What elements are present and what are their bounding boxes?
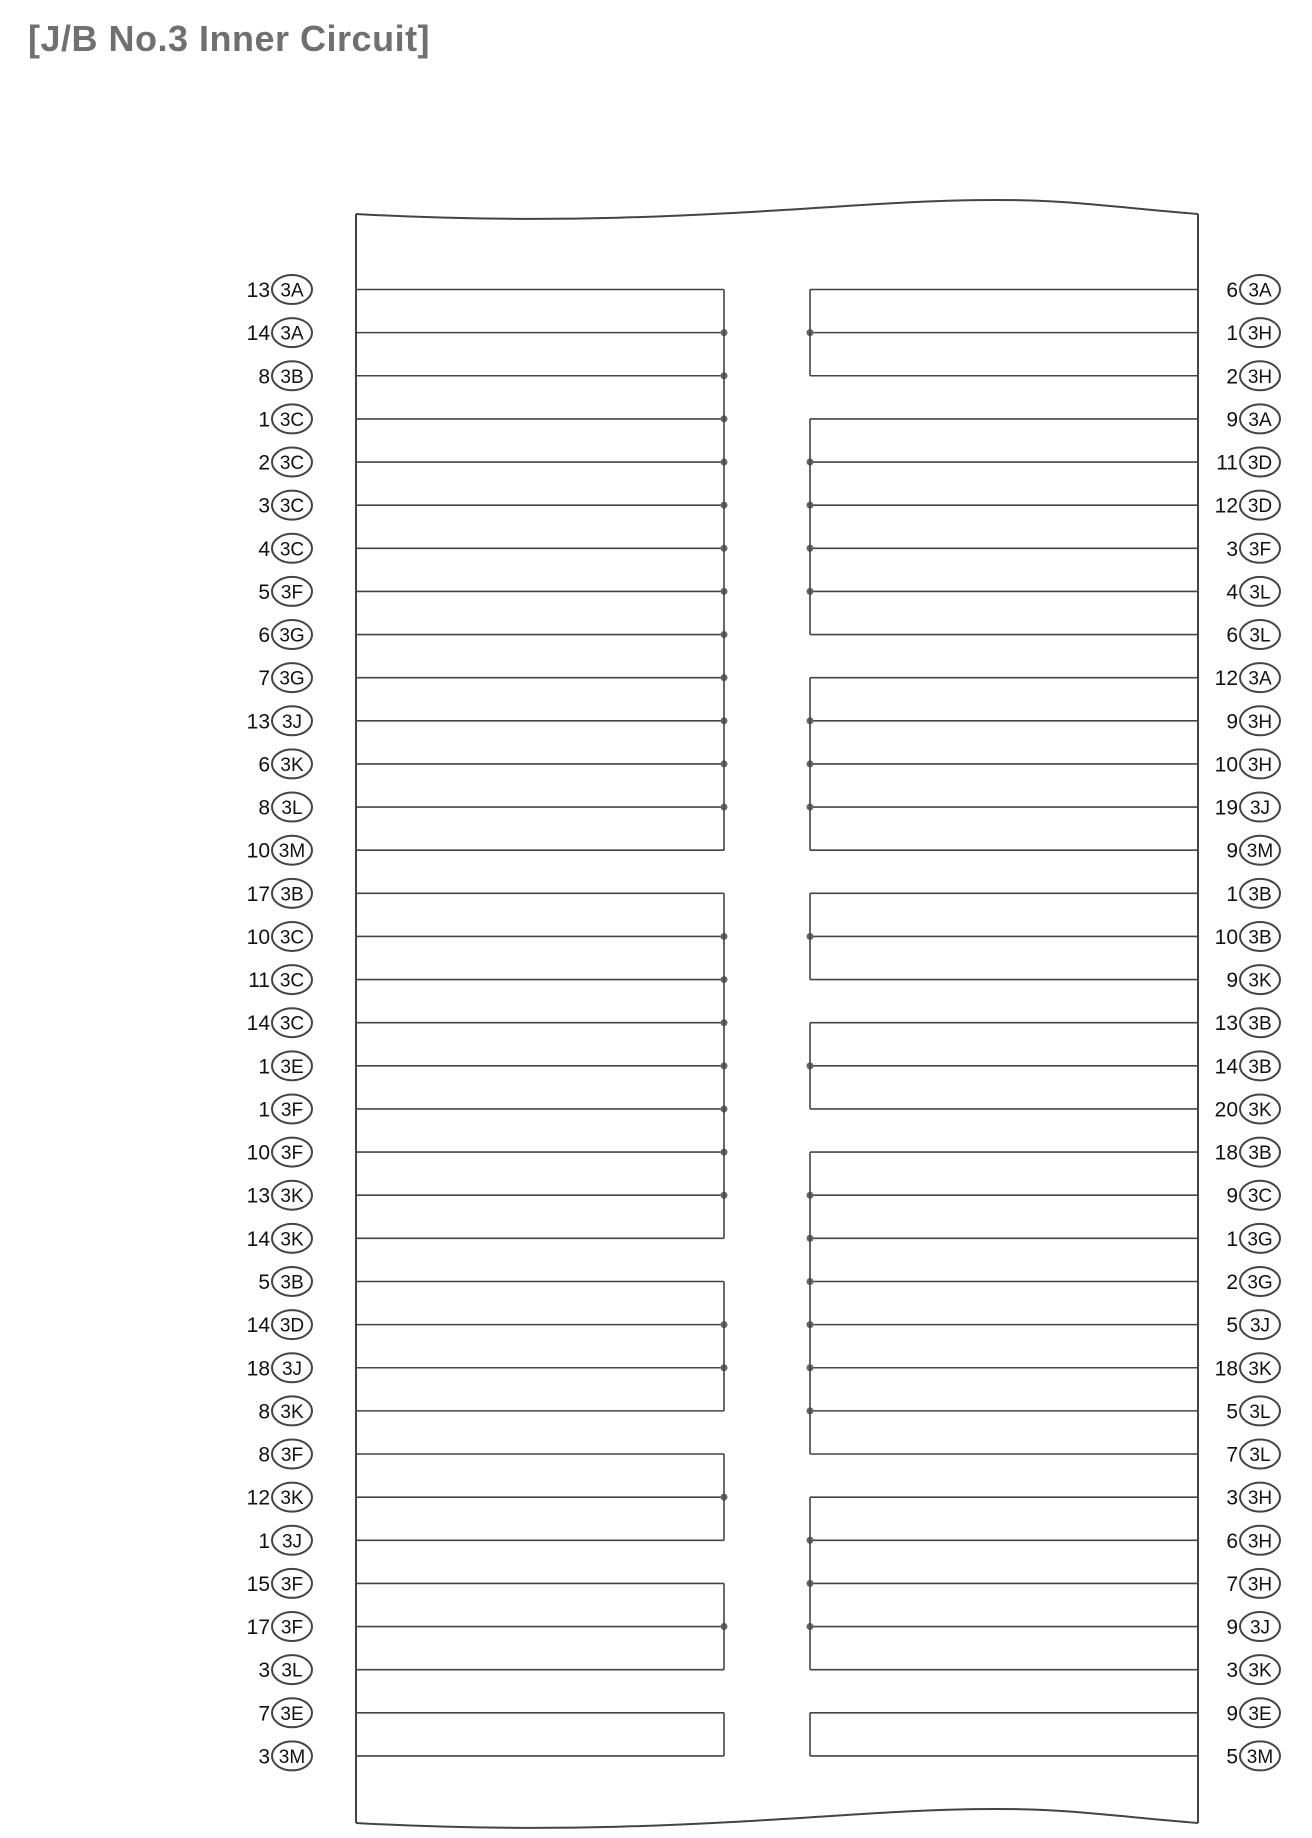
- connector-code: 3F: [280, 1617, 304, 1639]
- pin-number: 8: [258, 1400, 270, 1424]
- connector-code: 3F: [280, 1445, 304, 1467]
- connector-code: 3J: [1249, 798, 1271, 820]
- connector-code: 3H: [1247, 711, 1273, 733]
- right-pin-label: [1215, 1353, 1280, 1382]
- connector-code: 3K: [1248, 1099, 1272, 1121]
- connector-code: 3J: [1249, 1315, 1271, 1337]
- connector-code: 3D: [1247, 453, 1273, 475]
- pin-number: 12: [1214, 494, 1238, 518]
- pin-number: 3: [1226, 1486, 1238, 1510]
- left-pin-label: [258, 404, 312, 433]
- left-pin-label: [258, 1698, 312, 1727]
- connector-code: 3L: [1249, 625, 1271, 647]
- right-pin-label: [1215, 1094, 1280, 1123]
- connector-code: 3K: [280, 1488, 304, 1510]
- pin-number: 14: [1214, 1055, 1238, 1079]
- pin-number: 9: [1226, 969, 1238, 993]
- connector-code: 3K: [280, 1186, 304, 1208]
- left-pin-label: [258, 1741, 312, 1770]
- pin-number: 10: [246, 925, 270, 949]
- connector-code: 3B: [280, 1272, 304, 1294]
- connector-code: 3A: [280, 323, 304, 345]
- pin-number: 10: [246, 1141, 270, 1165]
- connector-code: 3G: [1247, 1272, 1273, 1294]
- pin-number: 7: [258, 1702, 270, 1726]
- right-pin-label: [1215, 922, 1280, 951]
- pin-number: 3: [258, 1659, 270, 1683]
- right-pin-label: [1226, 1569, 1280, 1598]
- connector-code: 3E: [280, 1703, 304, 1725]
- right-pin-label: [1226, 404, 1280, 433]
- pin-number: 7: [258, 667, 270, 691]
- right-pin-label: [1226, 1396, 1280, 1425]
- right-pin-label: [1215, 1051, 1280, 1080]
- connector-code: 3A: [280, 280, 304, 302]
- connector-code: 3G: [279, 668, 305, 690]
- left-pin-label: [258, 361, 312, 390]
- connector-code: 3C: [279, 496, 305, 518]
- connector-code: 3F: [280, 1143, 304, 1165]
- connector-code: 3D: [279, 1315, 305, 1337]
- pin-number: 14: [246, 322, 270, 346]
- left-pin-label: [247, 836, 312, 865]
- pin-number: 1: [258, 408, 270, 432]
- left-pin-label: [258, 1051, 312, 1080]
- left-pin-label: [247, 1008, 312, 1037]
- right-pin-label: [1226, 577, 1280, 606]
- connector-code: 3A: [1248, 409, 1272, 431]
- left-pin-label: [258, 1655, 312, 1684]
- pin-number: 12: [246, 1486, 270, 1510]
- pin-number: 3: [1226, 1659, 1238, 1683]
- left-pin-label: [247, 706, 312, 735]
- connector-code: 3M: [278, 841, 306, 863]
- pin-number: 13: [246, 279, 270, 302]
- left-pin-label: [258, 534, 312, 563]
- left-pin-label: [258, 1396, 312, 1425]
- connector-code: 3K: [1248, 1660, 1272, 1682]
- connector-code: 3L: [281, 1660, 303, 1682]
- pin-number: 7: [1226, 1572, 1238, 1596]
- connector-code: 3C: [279, 539, 305, 561]
- pin-number: 15: [246, 1572, 270, 1596]
- left-pin-label: [258, 620, 312, 649]
- left-pin-label: [247, 1181, 312, 1210]
- right-pin-label: [1226, 1440, 1280, 1469]
- connector-code: 3A: [1248, 280, 1272, 302]
- connector-code: 3K: [1248, 1358, 1272, 1380]
- pin-number: 9: [1226, 1702, 1238, 1726]
- right-pin-label: [1226, 706, 1280, 735]
- connector-code: 3H: [1247, 1488, 1273, 1510]
- connector-code: 3F: [1248, 539, 1272, 561]
- connector-code: 3M: [278, 1746, 306, 1768]
- pin-number: 10: [246, 839, 270, 863]
- pin-number: 5: [258, 580, 270, 604]
- connector-code: 3J: [1249, 1617, 1271, 1639]
- pin-number: 5: [1226, 1314, 1238, 1338]
- right-pin-label: [1226, 1526, 1280, 1555]
- right-pin-label: [1226, 620, 1280, 649]
- left-pin-label: [247, 1224, 312, 1253]
- left-pin-label: [258, 491, 312, 520]
- connector-code: 3B: [1248, 884, 1272, 906]
- connector-code: 3K: [280, 1229, 304, 1251]
- pin-number: 18: [1214, 1357, 1238, 1381]
- connector-code: 3C: [279, 409, 305, 431]
- left-pin-label: [247, 922, 312, 951]
- right-pin-label: [1215, 491, 1280, 520]
- connector-code: 3G: [1247, 1229, 1273, 1251]
- connector-code: 3L: [1249, 1401, 1271, 1423]
- left-pin-label: [258, 1526, 312, 1555]
- pin-number: 8: [258, 1443, 270, 1467]
- pin-number: 13: [1214, 1012, 1238, 1036]
- connector-code: 3B: [280, 366, 304, 388]
- left-pin-label: [258, 1440, 312, 1469]
- pin-number: 9: [1226, 1184, 1238, 1208]
- connector-code: 3L: [1249, 1445, 1271, 1467]
- right-pin-label: [1226, 1698, 1280, 1727]
- pin-number: 5: [1226, 1400, 1238, 1424]
- pin-number: 13: [246, 710, 270, 734]
- right-pin-label: [1226, 1655, 1280, 1684]
- pin-number: 3: [1226, 537, 1238, 561]
- connector-code: 3C: [279, 453, 305, 475]
- connector-code: 3B: [1248, 1143, 1272, 1165]
- connector-code: 3J: [281, 711, 303, 733]
- pin-number: 19: [1214, 796, 1238, 820]
- left-pin-label: [258, 793, 312, 822]
- connector-code: 3K: [280, 1401, 304, 1423]
- right-pin-label: [1226, 1267, 1280, 1296]
- pin-number: 9: [1226, 1616, 1238, 1640]
- connector-code: 3E: [1248, 1703, 1272, 1725]
- right-pin-label: [1226, 1310, 1280, 1339]
- right-pin-label: [1215, 793, 1280, 822]
- right-pin-label: [1226, 318, 1280, 347]
- pin-number: 2: [258, 451, 270, 475]
- pin-number: 17: [246, 1616, 270, 1640]
- right-pin-label: [1226, 1741, 1280, 1770]
- right-pin-label: [1226, 965, 1280, 994]
- pin-number: 18: [1214, 1141, 1238, 1165]
- connector-code: 3M: [1246, 841, 1274, 863]
- frame-bottom-edge: [356, 1809, 1198, 1828]
- pin-number: 10: [1214, 753, 1238, 777]
- pin-number: 18: [246, 1357, 270, 1381]
- pin-number: 2: [1226, 365, 1238, 389]
- connector-code: 3B: [1248, 1013, 1272, 1035]
- right-pin-label: [1226, 275, 1280, 304]
- connector-code: 3F: [280, 1574, 304, 1596]
- connector-code: 3B: [280, 884, 304, 906]
- pin-number: 1: [258, 1529, 270, 1553]
- left-pin-label: [247, 879, 312, 908]
- right-pin-label: [1215, 663, 1280, 692]
- page-title: [J/B No.3 Inner Circuit]: [28, 18, 431, 59]
- pin-number: 14: [246, 1227, 270, 1251]
- pin-number: 20: [1214, 1098, 1238, 1122]
- right-pin-label: [1226, 1612, 1280, 1641]
- connector-code: 3J: [281, 1358, 303, 1380]
- left-pin-label: [258, 577, 312, 606]
- pin-number: 9: [1226, 408, 1238, 432]
- left-pin-label: [247, 1138, 312, 1167]
- pin-number: 6: [1226, 624, 1238, 648]
- connector-code: 3F: [280, 1099, 304, 1121]
- frame-top-edge: [356, 200, 1198, 219]
- pin-number: 11: [248, 969, 270, 993]
- left-pin-label: [258, 663, 312, 692]
- left-pin-label: [247, 318, 312, 347]
- connector-code: 3F: [280, 582, 304, 604]
- left-pin-label: [248, 965, 312, 994]
- pin-number: 7: [1226, 1443, 1238, 1467]
- left-pin-label: [247, 1483, 312, 1512]
- connector-code: 3G: [279, 625, 305, 647]
- connector-code: 3H: [1247, 1531, 1273, 1553]
- left-pin-label: [247, 1612, 312, 1641]
- pin-number: 3: [258, 494, 270, 518]
- connector-code: 3H: [1247, 323, 1273, 345]
- connector-code: 3H: [1247, 754, 1273, 776]
- left-pin-label: [247, 275, 312, 304]
- right-pin-label: [1226, 1224, 1280, 1253]
- pin-number: 11: [1216, 451, 1238, 475]
- connector-code: 3C: [279, 1013, 305, 1035]
- pin-number: 2: [1226, 1270, 1238, 1294]
- pin-number: 9: [1226, 710, 1238, 734]
- pin-number: 5: [258, 1270, 270, 1294]
- right-pin-label: [1216, 448, 1280, 477]
- right-pin-label: [1226, 1483, 1280, 1512]
- pin-number: 1: [1226, 1227, 1238, 1251]
- pin-number: 6: [1226, 1529, 1238, 1553]
- right-pin-label: [1226, 1181, 1280, 1210]
- left-pin-label: [247, 1569, 312, 1598]
- pin-number: 12: [1214, 667, 1238, 691]
- connector-code: 3K: [1248, 970, 1272, 992]
- left-pin-label: [258, 448, 312, 477]
- pin-number: 6: [258, 753, 270, 777]
- pin-number: 10: [1214, 925, 1238, 949]
- pin-number: 4: [1226, 580, 1238, 604]
- pin-number: 9: [1226, 839, 1238, 863]
- pin-number: 17: [246, 882, 270, 906]
- wire-layer: [356, 290, 1198, 1756]
- connector-code: 3M: [1246, 1746, 1274, 1768]
- pin-number: 14: [246, 1012, 270, 1036]
- pin-number: 8: [258, 365, 270, 389]
- connector-code: 3K: [280, 754, 304, 776]
- connector-code: 3B: [1248, 1056, 1272, 1078]
- right-pin-label: [1226, 836, 1280, 865]
- pin-number: 5: [1226, 1745, 1238, 1769]
- right-pin-label: [1215, 749, 1280, 778]
- connector-code: 3B: [1248, 927, 1272, 949]
- right-pin-label: [1215, 1138, 1280, 1167]
- pin-number: 3: [258, 1745, 270, 1769]
- connector-code: 3L: [281, 798, 303, 820]
- pin-number: 1: [258, 1055, 270, 1079]
- connector-code: 3H: [1247, 366, 1273, 388]
- connector-code: 3J: [281, 1531, 303, 1553]
- connector-code: 3D: [1247, 496, 1273, 518]
- left-pin-label: [258, 1267, 312, 1296]
- left-pin-label: [258, 749, 312, 778]
- pin-number: 8: [258, 796, 270, 820]
- pin-number: 14: [246, 1314, 270, 1338]
- right-pin-label: [1226, 879, 1280, 908]
- pin-number: 13: [246, 1184, 270, 1208]
- connector-code: 3C: [279, 927, 305, 949]
- connector-code: 3H: [1247, 1574, 1273, 1596]
- connector-code: 3A: [1248, 668, 1272, 690]
- right-pin-label: [1226, 534, 1280, 563]
- right-pin-label: [1226, 361, 1280, 390]
- left-pin-label: [247, 1353, 312, 1382]
- right-pin-label: [1215, 1008, 1280, 1037]
- pin-number: 1: [1226, 322, 1238, 346]
- connector-code: 3C: [279, 970, 305, 992]
- connector-code: 3L: [1249, 582, 1271, 604]
- left-pin-label: [247, 1310, 312, 1339]
- pin-number: 6: [258, 624, 270, 648]
- pin-number: 6: [1226, 279, 1238, 302]
- pin-number: 4: [258, 537, 270, 561]
- pin-number: 1: [258, 1098, 270, 1122]
- connector-code: 3E: [280, 1056, 304, 1078]
- pin-number: 1: [1226, 882, 1238, 906]
- left-pin-label: [258, 1094, 312, 1123]
- connector-code: 3C: [1247, 1186, 1273, 1208]
